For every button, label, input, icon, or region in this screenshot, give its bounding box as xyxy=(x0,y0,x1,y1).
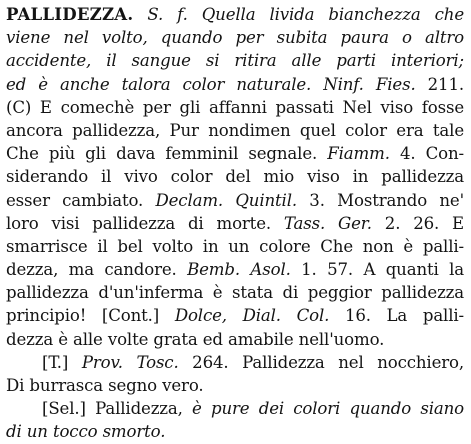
text-line xyxy=(6,258,464,281)
text-segment: 4. Con- xyxy=(389,144,465,164)
text-segment: smarrisce il bel volto in un colore Che non è palli- xyxy=(6,236,464,256)
italic-text: di un tocco smorto. xyxy=(6,422,166,442)
text-line xyxy=(6,235,464,258)
italic-text: Declam. Quintil. xyxy=(155,190,298,210)
text-line xyxy=(6,374,464,397)
italic-text: Bemb. Asol. xyxy=(187,260,291,280)
text-line xyxy=(6,165,464,188)
text-line xyxy=(6,73,464,96)
text-segment: 1. 57. A quanti la xyxy=(290,260,464,280)
text-segment: pallidezza d'un'inferma è stata di peggior pallidezza xyxy=(6,283,464,303)
text-segment: (C) E comechè per gli affanni passati Nel viso fosse xyxy=(6,97,464,117)
text-segment: 264. Pallidezza nel nocchiero, xyxy=(178,352,464,372)
italic-text: Dolce, Dial. Col. xyxy=(174,306,330,326)
italic-text: Fiamm. xyxy=(327,144,390,164)
text-line xyxy=(6,142,464,165)
text-line xyxy=(6,212,464,235)
text-segment: principio! [Cont.] xyxy=(6,306,175,326)
text-line xyxy=(6,49,464,72)
text-line xyxy=(6,420,464,443)
text-segment: loro visi pallidezza di morte. xyxy=(6,213,284,233)
italic-text: ed è anche talora color naturale. Ninf. Fies. xyxy=(6,74,416,94)
text-line xyxy=(6,397,464,420)
italic-text: accidente, il sangue si ritira alle parti interiori; xyxy=(6,51,464,71)
text-segment: Che più gli dava femminil segnale. xyxy=(6,144,328,164)
text-segment: esser cambiato. xyxy=(6,190,156,210)
text-segment: 3. Mostrando ne' xyxy=(297,190,464,210)
text-line xyxy=(6,189,464,212)
text-segment: siderando il vivo color del mio viso in pallidezza xyxy=(6,167,464,187)
text-segment: dezza, ma candore. xyxy=(6,260,188,280)
text-segment: 16. La palli- xyxy=(329,306,464,326)
text-segment: [Sel.] Pallidezza, xyxy=(42,399,193,419)
text-line xyxy=(6,3,464,26)
text-segment: ancora pallidezza, Pur nondimen quel color era tale xyxy=(6,120,464,140)
dictionary-entry xyxy=(6,3,464,444)
text-line xyxy=(6,96,464,119)
text-segment: 211. xyxy=(415,74,464,94)
italic-text: Tass. Ger. xyxy=(283,213,372,233)
text-segment: 2. 26. E xyxy=(371,213,465,233)
italic-text: Prov. Tosc. xyxy=(81,352,179,372)
text-line xyxy=(6,281,464,304)
headword: PALLIDEZZA. xyxy=(6,4,134,24)
text-line xyxy=(6,304,464,327)
text-segment: dezza è alle volte grata ed amabile nell'uomo. xyxy=(6,329,385,349)
text-line xyxy=(6,119,464,142)
italic-text: S. f. Quella livida bianchezza che xyxy=(133,5,464,24)
text-line xyxy=(6,351,464,374)
text-segment: Di burrasca segno vero. xyxy=(6,376,204,395)
italic-text: è pure dei colori quando siano xyxy=(192,399,464,419)
italic-text: viene nel volto, quando per subita paura o altro xyxy=(6,28,464,48)
text-line xyxy=(6,328,464,351)
text-segment: [T.] xyxy=(42,352,82,372)
text-line xyxy=(6,26,464,49)
